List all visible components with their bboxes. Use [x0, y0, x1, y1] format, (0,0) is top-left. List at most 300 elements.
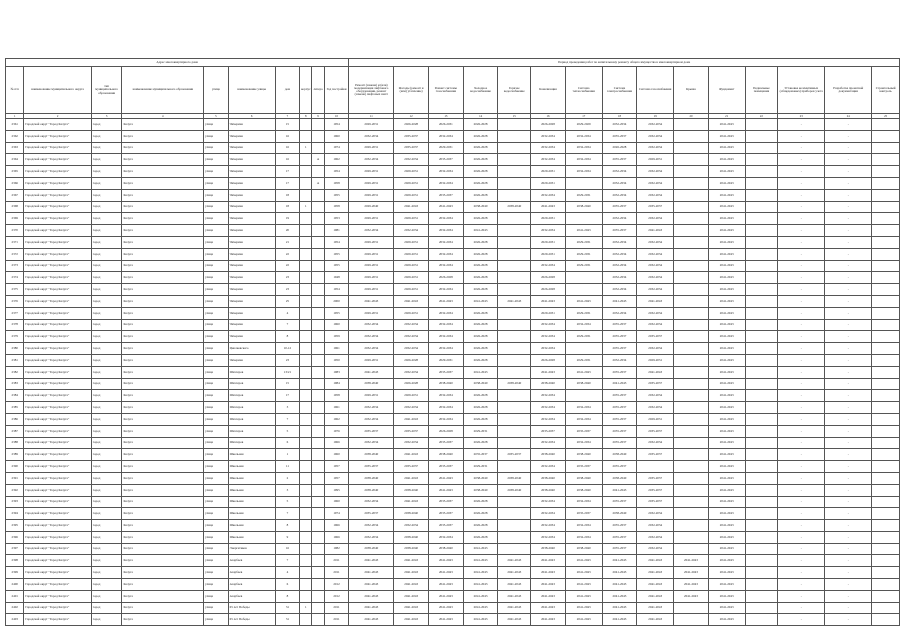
table-cell — [674, 413, 709, 425]
table-row — [6, 119, 900, 131]
table-cell: 2035-2037 — [602, 461, 637, 473]
table-cell — [872, 602, 900, 614]
table-cell: 1961 — [324, 343, 349, 355]
table-cell: 2032-2034 — [428, 319, 463, 331]
table-cell: - — [825, 543, 872, 555]
table-cell — [745, 520, 778, 532]
table-cell — [637, 461, 674, 473]
table-row — [6, 602, 900, 614]
table-cell — [498, 166, 531, 178]
table-cell: 10-12 — [275, 343, 300, 355]
table-cell: 2038-2040 — [349, 543, 394, 555]
table-cell: Калуга — [122, 413, 204, 425]
table-cell: 2029-2031 — [565, 189, 602, 201]
table-cell: 2032-2034 — [565, 142, 602, 154]
table-cell: улица — [204, 130, 229, 142]
table-cell: 2041-2043 — [708, 567, 745, 579]
table-cell: 1 — [275, 449, 300, 461]
table-cell: 2032-2034 — [637, 142, 674, 154]
table-cell: 2029-2031 — [394, 284, 429, 296]
table-cell — [498, 343, 531, 355]
column-header: Установка коллективных (общедомовых) приборов учета — [778, 67, 825, 114]
column-header: Горячее водоснабжение — [498, 67, 531, 114]
table-cell: 2038-2040 — [394, 531, 429, 543]
table-cell: - — [778, 531, 825, 543]
table-cell: 2032-2034 — [637, 543, 674, 555]
table-cell: Городской округ "Город Калуга" — [24, 590, 91, 602]
column-number: 15 — [498, 114, 531, 119]
table-cell: Шахтеров — [228, 413, 275, 425]
table-cell: 2391 — [6, 472, 24, 484]
table-cell — [498, 413, 531, 425]
table-cell — [312, 354, 324, 366]
table-cell: - — [825, 496, 872, 508]
table-cell: - — [825, 449, 872, 461]
table-cell — [674, 331, 709, 343]
table-cell: Городской округ "Город Калуга" — [24, 119, 91, 131]
table-cell: 2029-2031 — [394, 189, 429, 201]
table-cell: 2041-2043 — [565, 590, 602, 602]
table-cell: Калуга — [122, 248, 204, 260]
capital-repair-schedule-table — [5, 58, 900, 626]
table-cell: 2012 — [324, 590, 349, 602]
table-cell — [674, 284, 709, 296]
table-cell: 2035-2037 — [428, 461, 463, 473]
table-cell — [745, 366, 778, 378]
table-row — [6, 567, 900, 579]
table-cell: 2041-2043 — [708, 248, 745, 260]
table-cell: 2041-2043 — [428, 472, 463, 484]
table-cell: - — [778, 449, 825, 461]
table-cell: - — [778, 579, 825, 591]
column-header: Ремонт (замена) и (или) модернизация лифтового оборудования, ремонт (замена) лифтовых шахт — [349, 67, 394, 114]
table-cell — [745, 189, 778, 201]
table-cell: Чичерина — [228, 213, 275, 225]
table-cell: 2032-2034 — [637, 343, 674, 355]
column-header: наименование муниципального округа — [24, 67, 91, 114]
table-cell: город — [91, 402, 122, 414]
table-cell: 2035-2037 — [637, 472, 674, 484]
table-cell: 2035-2037 — [428, 366, 463, 378]
table-cell — [872, 354, 900, 366]
table-cell — [312, 378, 324, 390]
table-cell: 2032-2034 — [531, 496, 566, 508]
table-cell: 2041-2043 — [637, 295, 674, 307]
table-cell: Школьная — [228, 520, 275, 532]
table-cell — [674, 272, 709, 284]
table-cell: 2026-2028 — [463, 166, 498, 178]
table-cell: 2041-2043 — [531, 579, 566, 591]
table-cell: 2026-2028 — [531, 119, 566, 131]
table-cell: 2038-2040 — [463, 201, 498, 213]
table-cell: 2364 — [6, 154, 24, 166]
table-cell: 8 — [275, 590, 300, 602]
table-cell: 2032-2034 — [565, 437, 602, 449]
table-cell: улица — [204, 413, 229, 425]
table-cell: улица — [204, 177, 229, 189]
column-header: Система теплоснабжения — [565, 67, 602, 114]
table-cell: 2035-2037 — [463, 449, 498, 461]
table-cell: 2035-2037 — [637, 378, 674, 390]
table-cell: 2032-2034 — [349, 531, 394, 543]
table-cell: Калуга — [122, 130, 204, 142]
column-number: 25 — [872, 114, 900, 119]
table-cell: 2029-2031 — [531, 248, 566, 260]
table-cell — [300, 567, 312, 579]
table-cell — [498, 319, 531, 331]
table-cell: Калуга — [122, 496, 204, 508]
table-cell: - — [825, 177, 872, 189]
table-cell: Чичерина — [228, 307, 275, 319]
column-header: улица — [204, 67, 229, 114]
table-cell: - — [825, 130, 872, 142]
table-cell: - — [778, 272, 825, 284]
table-cell — [300, 555, 312, 567]
table-cell — [312, 331, 324, 343]
table-cell: 2032-2034 — [531, 531, 566, 543]
table-cell — [872, 425, 900, 437]
table-cell: 2029-2031 — [565, 248, 602, 260]
table-cell: 2366 — [6, 177, 24, 189]
table-cell — [745, 307, 778, 319]
table-cell: 2041-2043 — [565, 567, 602, 579]
table-cell: 2041-2043 — [349, 567, 394, 579]
table-cell: 2035-2037 — [428, 496, 463, 508]
table-cell: Азарбаев — [228, 590, 275, 602]
table-cell: 2041-2043 — [531, 366, 566, 378]
table-row — [6, 531, 900, 543]
table-cell: Калуга — [122, 378, 204, 390]
table-cell — [745, 166, 778, 178]
table-cell: 2387 — [6, 425, 24, 437]
table-cell: Калуга — [122, 225, 204, 237]
table-cell: 2041-2043 — [394, 413, 429, 425]
table-cell: - — [778, 248, 825, 260]
table-cell: 2029-2031 — [394, 390, 429, 402]
table-cell — [498, 307, 531, 319]
table-cell: 2041-2043 — [428, 484, 463, 496]
table-cell: 2369 — [6, 213, 24, 225]
table-cell: 2029-2031 — [565, 236, 602, 248]
table-cell: 6 — [275, 579, 300, 591]
table-cell — [674, 354, 709, 366]
table-cell: улица — [204, 520, 229, 532]
column-header: Система газоснабжения — [637, 67, 674, 114]
table-cell: - — [778, 508, 825, 520]
table-cell: 2041-2043 — [708, 260, 745, 272]
table-cell: 2041-2043 — [708, 201, 745, 213]
table-cell: 2032-2034 — [531, 331, 566, 343]
table-cell — [300, 154, 312, 166]
table-cell: 2032-2034 — [428, 166, 463, 178]
table-cell: город — [91, 590, 122, 602]
table-cell: 2011 — [324, 614, 349, 626]
table-cell: Калуга — [122, 402, 204, 414]
table-cell: 2403 — [6, 614, 24, 626]
table-cell: 2035-2037 — [394, 425, 429, 437]
table-cell: 7 — [275, 319, 300, 331]
table-cell — [872, 590, 900, 602]
table-cell — [745, 378, 778, 390]
table-cell — [674, 378, 709, 390]
table-cell — [872, 555, 900, 567]
table-cell — [312, 579, 324, 591]
table-cell: 2392 — [6, 484, 24, 496]
table-cell: Калуга — [122, 154, 204, 166]
table-cell: 17 — [275, 390, 300, 402]
table-cell: 2038-2040 — [565, 449, 602, 461]
table-cell — [745, 284, 778, 296]
table-cell: 2029-2031 — [349, 284, 394, 296]
column-number: 21 — [708, 114, 745, 119]
table-cell — [674, 248, 709, 260]
table-cell: 2029-2031 — [349, 177, 394, 189]
column-header: Фундамент — [708, 67, 745, 114]
table-cell: 2386 — [6, 413, 24, 425]
table-cell: улица — [204, 272, 229, 284]
table-cell: 2032-2034 — [428, 307, 463, 319]
table-cell — [674, 236, 709, 248]
table-cell: - — [778, 319, 825, 331]
table-cell: 2379 — [6, 331, 24, 343]
table-cell: 2041-2043 — [708, 614, 745, 626]
table-cell: 17 — [275, 177, 300, 189]
table-cell: 2026-2028 — [463, 272, 498, 284]
table-cell: 2041-2043 — [394, 496, 429, 508]
column-header: Год постройки — [324, 67, 349, 114]
table-cell: 2041-2043 — [349, 590, 394, 602]
table-cell: 2032-2034 — [602, 354, 637, 366]
table-cell: 2026-2028 — [463, 413, 498, 425]
table-cell: - — [778, 154, 825, 166]
table-cell — [498, 354, 531, 366]
table-row — [6, 166, 900, 178]
table-cell — [872, 614, 900, 626]
table-cell: 2041-2043 — [531, 602, 566, 614]
table-cell — [312, 425, 324, 437]
table-cell: 2011 — [324, 602, 349, 614]
table-cell: - — [778, 472, 825, 484]
table-cell — [745, 543, 778, 555]
table-cell: 2041-2043 — [708, 154, 745, 166]
table-cell: улица — [204, 366, 229, 378]
table-cell: - — [825, 555, 872, 567]
table-cell: Чичерина — [228, 189, 275, 201]
table-cell: Городской округ "Город Калуга" — [24, 130, 91, 142]
table-cell: - — [825, 213, 872, 225]
table-cell — [300, 166, 312, 178]
table-cell: улица — [204, 531, 229, 543]
table-cell: 2038-2040 — [531, 543, 566, 555]
table-cell: 2382 — [6, 366, 24, 378]
table-cell: 2041-2043 — [394, 579, 429, 591]
table-cell: - — [778, 236, 825, 248]
table-cell: 2038-2040 — [531, 378, 566, 390]
table-row — [6, 130, 900, 142]
table-cell: город — [91, 343, 122, 355]
table-cell — [312, 602, 324, 614]
table-cell: 2035-2037 — [428, 154, 463, 166]
table-cell: 2032-2034 — [602, 307, 637, 319]
table-cell: 1953 — [324, 213, 349, 225]
table-cell — [745, 343, 778, 355]
table-cell — [300, 272, 312, 284]
column-number: 13 — [428, 114, 463, 119]
table-cell — [872, 543, 900, 555]
table-cell: 2038-2040 — [463, 484, 498, 496]
table-cell — [498, 331, 531, 343]
table-cell: Калуга — [122, 189, 204, 201]
column-header: дом — [275, 67, 300, 114]
column-number: 11 — [349, 114, 394, 119]
table-cell — [300, 248, 312, 260]
table-cell: 2032-2034 — [428, 413, 463, 425]
table-cell — [300, 402, 312, 414]
table-cell — [745, 484, 778, 496]
table-cell: 2032-2034 — [637, 177, 674, 189]
table-cell: улица — [204, 390, 229, 402]
table-cell: 2041-2043 — [602, 555, 637, 567]
table-cell: Школьная — [228, 449, 275, 461]
table-cell: 2029-2031 — [428, 354, 463, 366]
table-cell: 2041-2043 — [394, 201, 429, 213]
table-cell: 2026-2028 — [463, 130, 498, 142]
table-cell: 2041-2043 — [637, 590, 674, 602]
table-cell — [745, 260, 778, 272]
table-cell: улица — [204, 260, 229, 272]
table-cell — [300, 520, 312, 532]
table-cell: 2038-2040 — [565, 201, 602, 213]
column-number: 23 — [778, 114, 825, 119]
table-cell: 2029-2031 — [637, 154, 674, 166]
table-cell: 2041-2043 — [602, 295, 637, 307]
table-cell: - — [825, 472, 872, 484]
table-row — [6, 225, 900, 237]
table-cell — [498, 402, 531, 414]
column-number: 14 — [463, 114, 498, 119]
table-cell: 2041-2043 — [708, 366, 745, 378]
table-cell: 2035-2037 — [428, 520, 463, 532]
table-cell: 2032-2034 — [637, 130, 674, 142]
table-cell: Чичерина — [228, 154, 275, 166]
table-cell: 2038-2040 — [349, 378, 394, 390]
table-cell: город — [91, 189, 122, 201]
table-cell — [872, 130, 900, 142]
column-header: № п/п — [6, 67, 24, 114]
column-header: Строительный контроль — [872, 67, 900, 114]
table-cell: улица — [204, 472, 229, 484]
table-cell: 2038-2040 — [498, 378, 531, 390]
table-cell: Городской округ "Город Калуга" — [24, 225, 91, 237]
table-cell — [674, 390, 709, 402]
table-cell: 2035-2037 — [637, 449, 674, 461]
table-cell: 2035-2037 — [637, 496, 674, 508]
table-cell: Городской округ "Город Калуга" — [24, 555, 91, 567]
table-cell: Калуга — [122, 366, 204, 378]
table-cell: 2400 — [6, 579, 24, 591]
table-cell: Шахтеров — [228, 402, 275, 414]
table-cell: 2032-2034 — [531, 142, 566, 154]
table-cell: - — [778, 496, 825, 508]
table-cell: 2038-2040 — [394, 508, 429, 520]
table-cell: 1955 — [324, 248, 349, 260]
table-cell: 2032-2034 — [637, 390, 674, 402]
table-cell: 2032-2034 — [531, 390, 566, 402]
table-cell: улица — [204, 248, 229, 260]
table-cell: 2026-2028 — [531, 354, 566, 366]
table-cell: 2038-2040 — [565, 378, 602, 390]
table-cell: 2041-2043 — [708, 390, 745, 402]
table-cell — [745, 602, 778, 614]
table-cell: город — [91, 272, 122, 284]
table-cell: 2041-2043 — [708, 543, 745, 555]
table-cell: 2032-2034 — [531, 402, 566, 414]
table-row — [6, 366, 900, 378]
table-cell: 2032-2034 — [637, 319, 674, 331]
table-cell: 2041-2043 — [463, 366, 498, 378]
table-cell: 1955 — [324, 307, 349, 319]
table-cell — [312, 413, 324, 425]
column-header: наименование муниципального образования — [122, 67, 204, 114]
table-cell: 2029-2031 — [394, 248, 429, 260]
table-cell: 2041-2043 — [349, 614, 394, 626]
table-cell: - — [778, 260, 825, 272]
table-cell: город — [91, 614, 122, 626]
table-cell — [498, 177, 531, 189]
table-cell — [312, 130, 324, 142]
table-cell: 2041-2043 — [708, 272, 745, 284]
table-cell: 2032-2034 — [531, 437, 566, 449]
table-cell: 2029-2031 — [565, 354, 602, 366]
table-cell: 2041-2043 — [708, 213, 745, 225]
table-cell: улица — [204, 331, 229, 343]
table-cell: 2032-2034 — [637, 402, 674, 414]
table-cell: - — [778, 366, 825, 378]
table-cell: Калуга — [122, 331, 204, 343]
table-cell: 2041-2043 — [531, 295, 566, 307]
table-cell: 23 — [275, 354, 300, 366]
table-cell: 2041-2043 — [708, 461, 745, 473]
table-cell: 2032-2034 — [531, 343, 566, 355]
table-cell: 2029-2031 — [349, 390, 394, 402]
table-cell: улица — [204, 508, 229, 520]
table-cell: 2026-2028 — [463, 248, 498, 260]
table-cell: улица — [204, 461, 229, 473]
table-cell: Городской округ "Город Калуга" — [24, 520, 91, 532]
table-cell: 2041-2043 — [708, 177, 745, 189]
table-cell — [872, 272, 900, 284]
table-cell — [300, 449, 312, 461]
table-cell: 20 — [275, 225, 300, 237]
table-cell — [312, 319, 324, 331]
table-cell: Городской округ "Город Калуга" — [24, 260, 91, 272]
table-cell: 2035-2037 — [602, 520, 637, 532]
table-cell: город — [91, 319, 122, 331]
table-cell: 15 — [275, 119, 300, 131]
table-cell: 2038-2040 — [531, 484, 566, 496]
table-cell: 31 — [275, 614, 300, 626]
table-row — [6, 449, 900, 461]
table-cell — [312, 614, 324, 626]
table-cell — [312, 520, 324, 532]
table-cell: - — [825, 590, 872, 602]
column-number: 4 — [122, 114, 204, 119]
column-header: Ремонт системы газоснабжения — [428, 67, 463, 114]
table-cell: 2011 — [324, 567, 349, 579]
table-cell — [498, 284, 531, 296]
table-cell: 2032-2034 — [394, 437, 429, 449]
table-cell: Калуга — [122, 307, 204, 319]
